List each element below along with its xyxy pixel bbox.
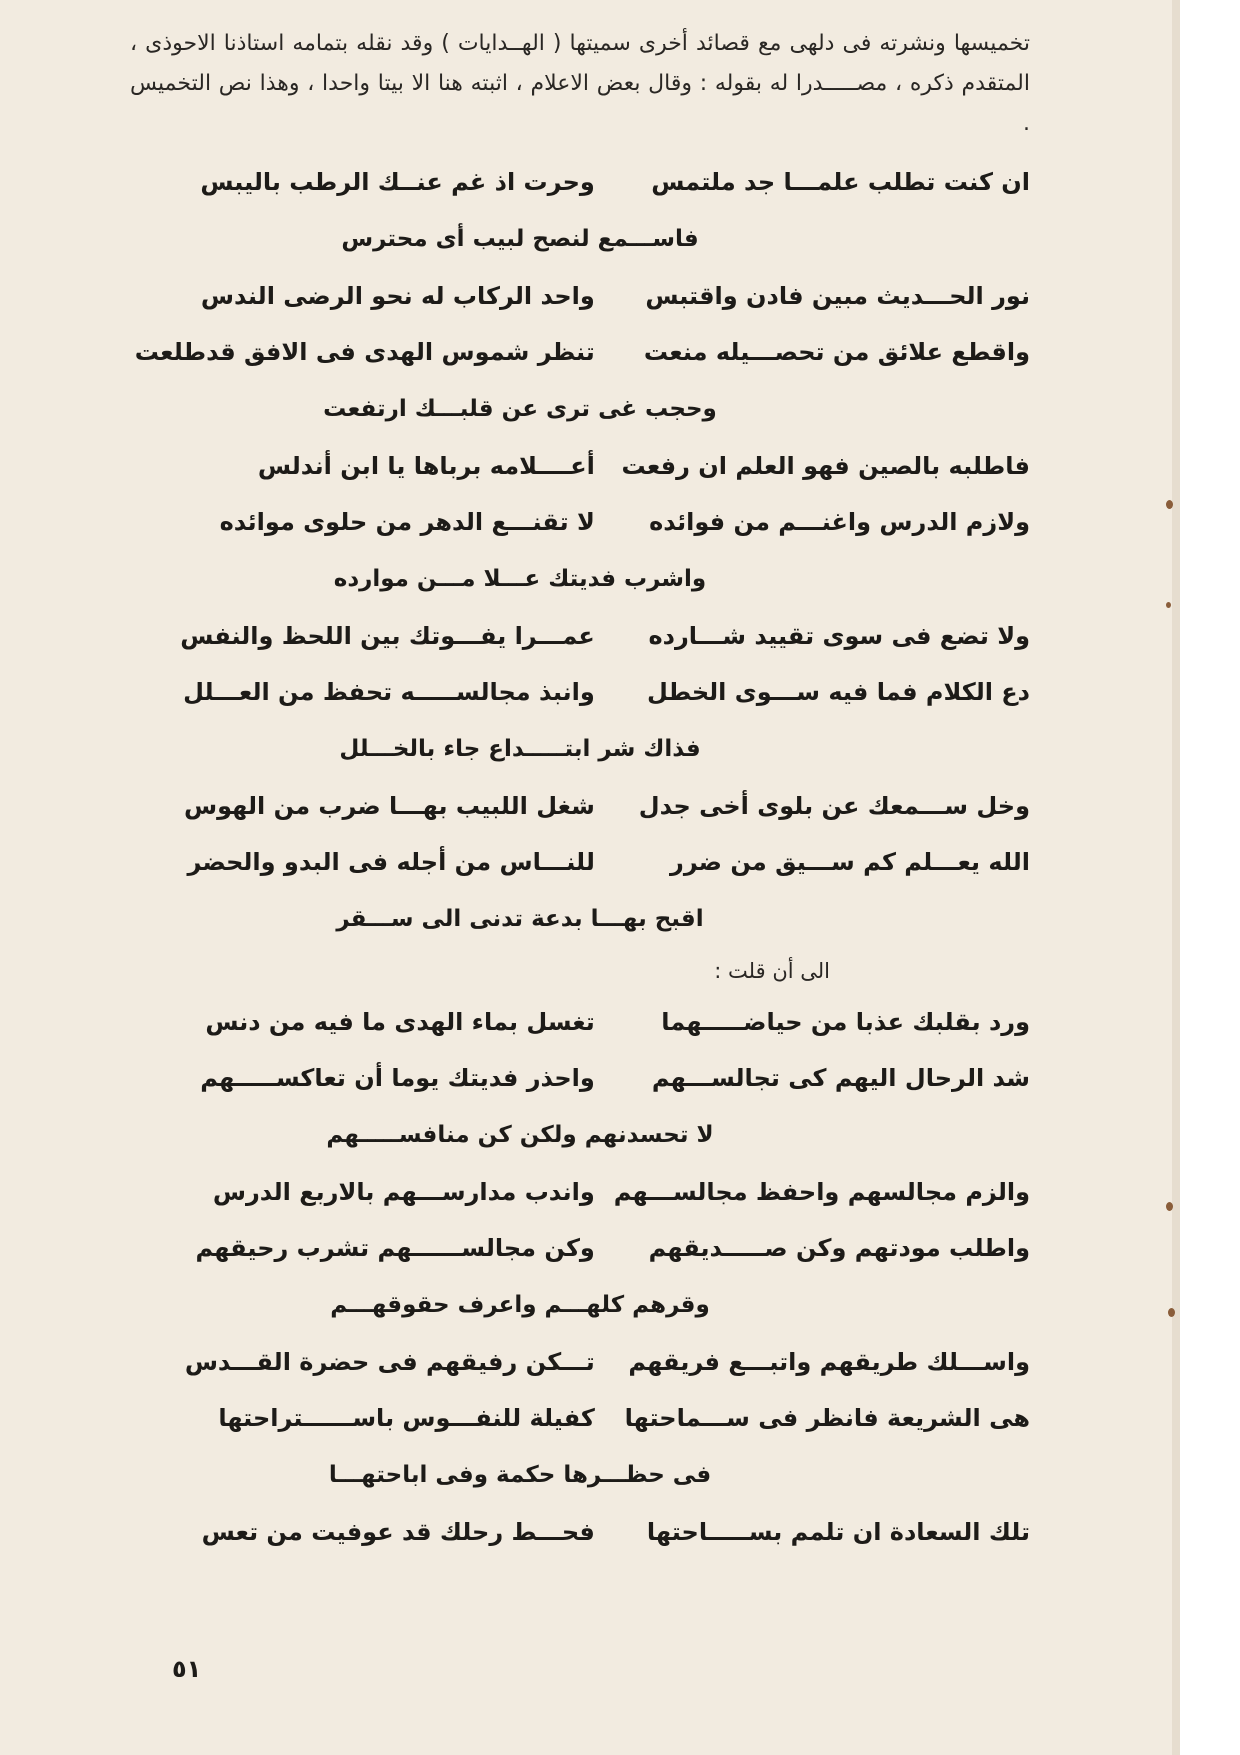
poem [130,154,1030,1560]
second-hemistich: للنـــاس من أجله فى البدو والحضر [187,848,595,876]
second-hemistich: واحذر فديتك يوما أن تعاكســـــهم [200,1064,595,1092]
verse-line [130,1334,1030,1390]
verse-line [130,664,1030,720]
first-hemistich: الله يعـــلم كم ســـيق من ضرر [670,848,1030,876]
second-hemistich: واندب مدارســـهم بالاربع الدرس [212,1178,595,1206]
first-hemistich: دع الكلام فما فيه ســـوى الخطل [647,678,1030,706]
verse-line [130,608,1030,664]
first-hemistich: هى الشريعة فانظر فى ســـماحتها [624,1404,1030,1432]
verse-line [130,1220,1030,1276]
second-hemistich: واحد الركاب له نحو الرضى الندس [200,282,595,310]
transition-note: الى أن قلت : [714,959,830,983]
page-number: ٥١ [172,1655,202,1683]
first-hemistich: واطلب مودتهم وكن صـــــديقهم [648,1234,1030,1262]
refrain-line: لا تحسدنهم ولكن كن منافســـــهم [326,1122,714,1148]
page-edge [1172,0,1180,1755]
second-hemistich: لا تقنـــع الدهر من حلوى موائده [219,508,595,536]
first-hemistich: ورد بقلبك عذبا من حياضـــــهما [661,1008,1030,1036]
intro-paragraph: تخميسها ونشرته فى دلهى مع قصائد أخرى سميتها ( الهــدايات ) وقد نقله بتمامه استاذنا الاحوذى ، المتقدم ذكره ، مصـــــدرا له بقوله : وقال بعض الاعلام ، اثبته هنا الا بيتا واحدا ، وهذا نص التخميس . [130,31,1030,136]
first-hemistich: والزم مجالسهم واحفظ مجالســـهم [613,1178,1030,1206]
verse-line [130,834,1030,890]
verse-line [130,438,1030,494]
verse-line [130,778,1030,834]
paper-speck [1168,1308,1175,1317]
second-hemistich: تغسل بماء الهدى ما فيه من دنس [205,1008,595,1036]
first-hemistich: تلك السعادة ان تلمم بســـــاحتها [646,1518,1030,1546]
refrain-line: فذاك شر ابتـــــداع جاء بالخـــلل [339,736,701,762]
first-hemistich: ولازم الدرس واغنـــم من فوائده [649,508,1030,536]
second-hemistich: أعــــلامه برباها يا ابن أندلس [257,452,595,480]
second-hemistich: تـــكن رفيقهم فى حضرة القـــدس [184,1348,595,1376]
first-hemistich: نور الحـــديث مبين فادن واقتبس [645,282,1030,310]
refrain-line: فاســـمع لنصح لبيب أى محترس [341,226,699,252]
first-hemistich: واقطع علائق من تحصـــيله منعت [643,338,1030,366]
second-hemistich: وكن مجالســــــهم تشرب رحيقهم [195,1234,595,1262]
verse-line [130,154,1030,210]
verse-line [130,324,1030,380]
refrain-line: اقبح بهـــا بدعة تدنى الى ســـقر [336,906,704,932]
second-hemistich: وحرت اذ غم عنــك الرطب باليبس [200,168,595,196]
verse-line [130,1390,1030,1446]
paper-speck [1166,1202,1173,1211]
second-hemistich: وانبذ مجالســـــه تحفظ من العـــلل [183,678,595,706]
verse-line [130,1504,1030,1560]
first-hemistich: ان كنت تطلب علمـــا جد ملتمس [651,168,1030,196]
first-hemistich: وخل ســـمعك عن بلوى أخى جدل [638,792,1030,820]
verse-line [130,494,1030,550]
refrain-line: واشرب فديتك عـــلا مـــن موارده [333,566,707,592]
first-hemistich: فاطلبه بالصين فهو العلم ان رفعت [621,452,1030,480]
verse-line [130,1164,1030,1220]
second-hemistich: كفيلة للنفـــوس باســــــتراحتها [218,1404,595,1432]
refrain-line: وحجب غى ترى عن قلبـــك ارتفعت [323,396,717,422]
second-hemistich: عمـــرا يفـــوتك بين اللحظ والنفس [180,622,595,650]
refrain-line: وقرهم كلهـــم واعرف حقوقهـــم [330,1292,710,1318]
refrain-line: فى حظـــرها حكمة وفى اباحتهـــا [328,1462,712,1488]
second-hemistich: فحـــط رحلك قد عوفيت من تعس [201,1518,595,1546]
first-hemistich: شد الرحال اليهم كى تجالســـهم [651,1064,1030,1092]
verse-line [130,994,1030,1050]
verse-line [130,1050,1030,1106]
second-hemistich: شغل اللبيب بهـــا ضرب من الهوس [184,792,595,820]
first-hemistich: ولا تضع فى سوى تقييد شـــارده [648,622,1030,650]
second-hemistich: تنظر شموس الهدى فى الافق قدطلعت [134,338,595,366]
paper-speck [1166,500,1173,509]
verse-line [130,268,1030,324]
paper-speck [1166,602,1171,608]
first-hemistich: واســـلك طريقهم واتبـــع فريقهم [628,1348,1030,1376]
